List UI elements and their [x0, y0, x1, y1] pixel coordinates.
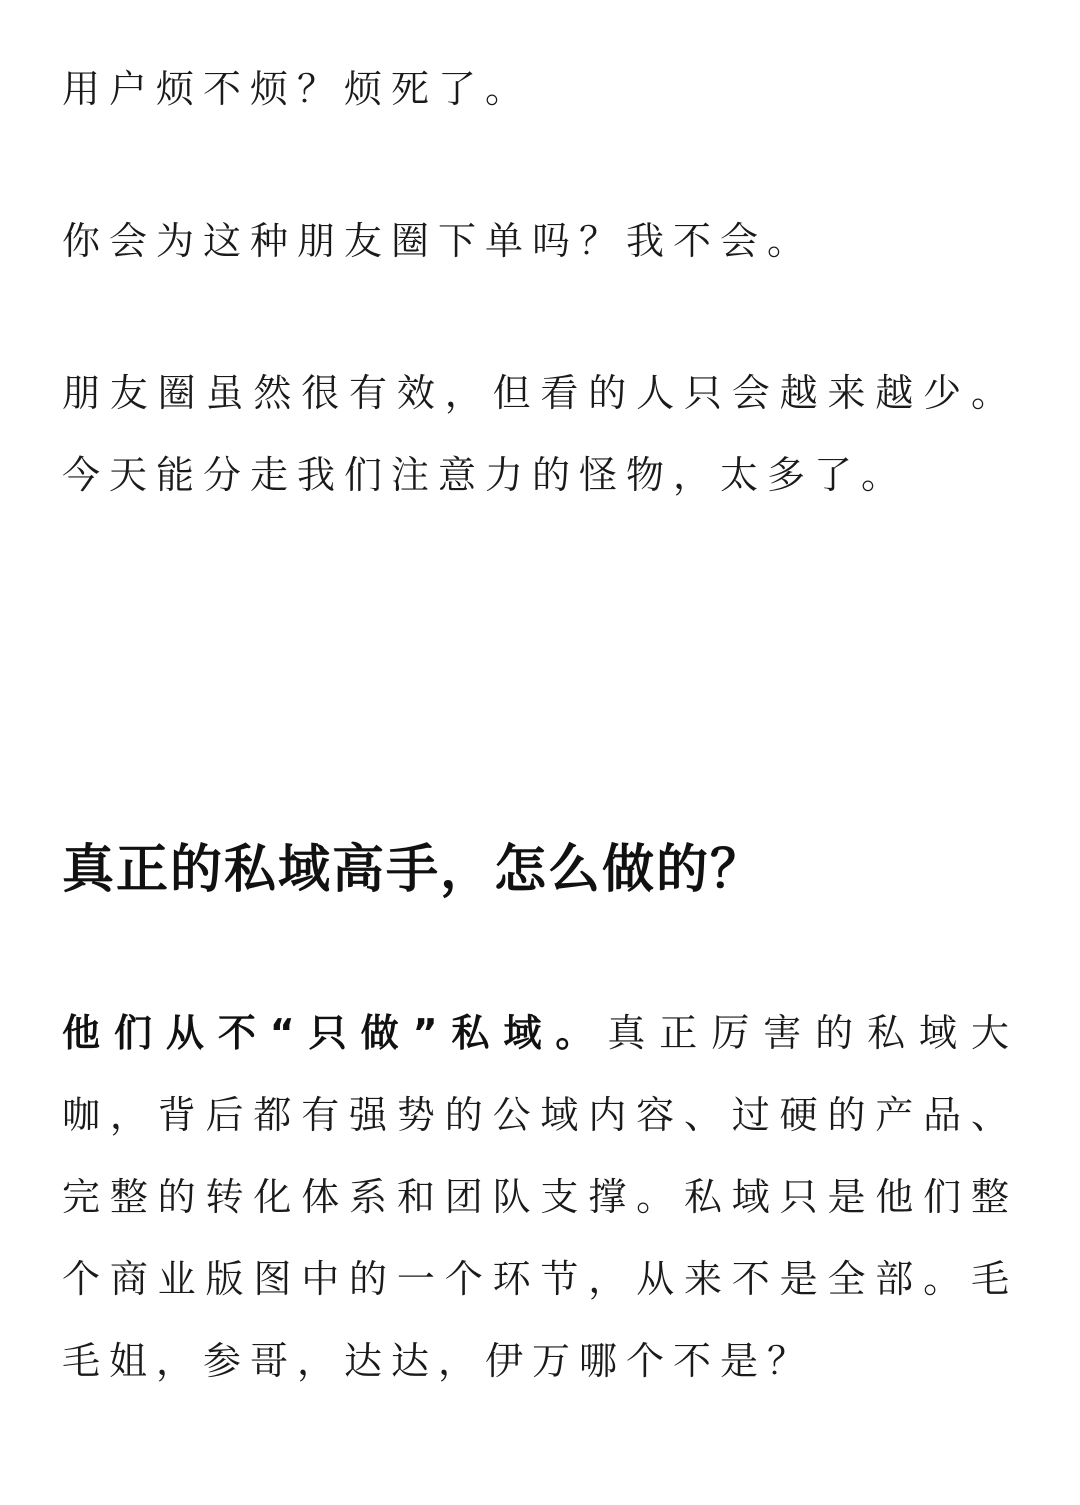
paragraph-4-text: 真正厉害的私域大咖，背后都有强势的公域内容、过硬的产品、完整的转化体系和团队支撑。私域只是他们整个商业版图中的一个环节，从来不是全部。毛毛姐，参哥，达达，伊万哪个不是？ [62, 1011, 1018, 1383]
section-heading: 真正的私域高手，怎么做的？ [62, 840, 765, 900]
paragraph-2: 你会为这种朋友圈下单吗？我不会。 [62, 219, 815, 263]
paragraph-3: 朋友圈虽然很有效，但看的人只会越来越少。今天能分走我们注意力的怪物，太多了。 [62, 371, 1018, 497]
paragraph-1: 用户烦不烦？烦死了。 [62, 67, 533, 111]
paragraph-4 [62, 992, 1018, 1402]
paragraph-4-bold-lead: 他们从不“只做”私域。 [62, 1011, 608, 1055]
